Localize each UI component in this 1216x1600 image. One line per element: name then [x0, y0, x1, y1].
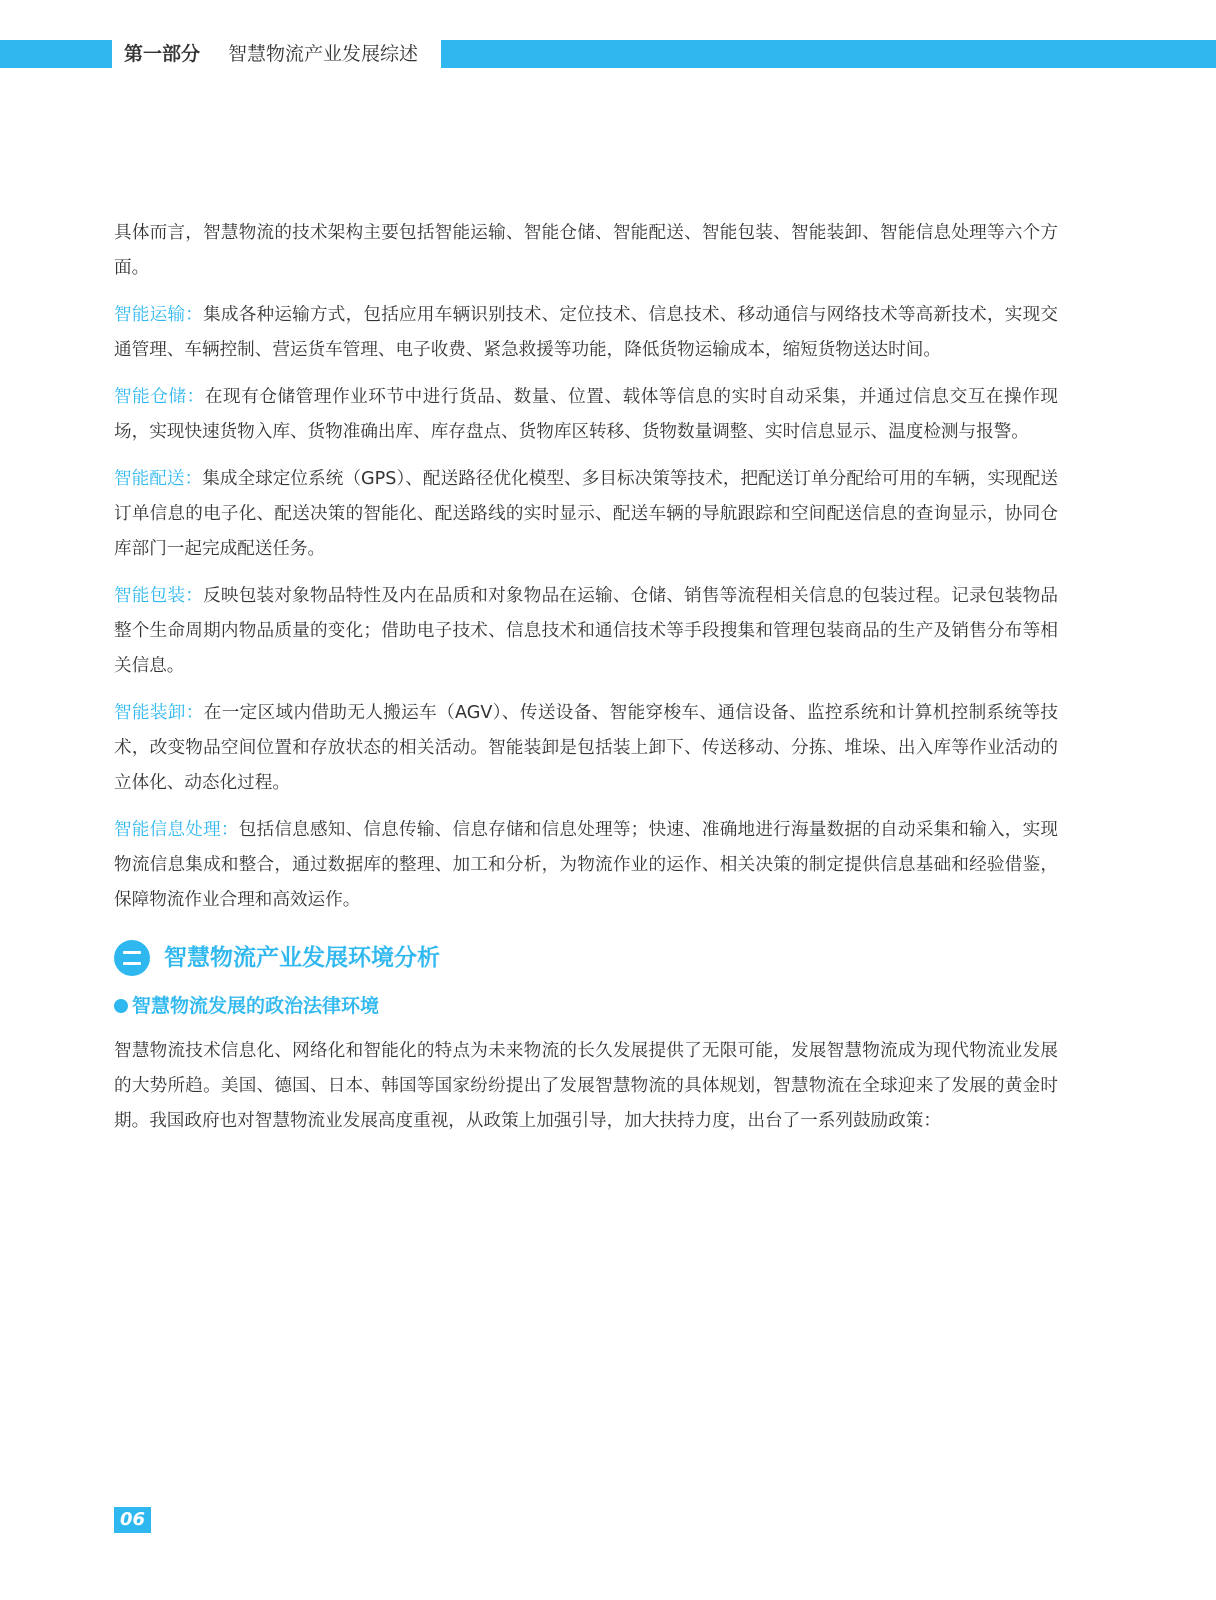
item-term: 智能配送： — [114, 469, 203, 489]
item-text: 反映包装对象物品特性及内在品质和对象物品在运输、仓储、销售等流程相关信息的包装过程。记录包装物品整个生命周期内物品质量的变化；借助电子技术、信息技术和通信技术等手段搜集和管理包装商品的生产及销售分布等相关信息。 — [114, 586, 1058, 676]
main-content — [114, 216, 1058, 1151]
two-icon-bar-bottom — [123, 962, 141, 965]
section-heading — [114, 934, 1058, 982]
item-paragraph — [114, 462, 1058, 567]
item-text: 包括信息感知、信息传输、信息存储和信息处理等；快速、准确地进行海量数据的自动采集和输入，实现物流信息集成和整合，通过数据库的整理、加工和分析，为物流作业的运作、相关决策的制定提供信息基础和经验借鉴，保障物流作业合理和高效运作。 — [114, 820, 1058, 910]
header-bar — [0, 40, 1216, 68]
two-icon — [114, 940, 150, 976]
intro-paragraph: 具体而言，智慧物流的技术架构主要包括智能运输、智能仓储、智能配送、智能包装、智能装卸、智能信息处理等六个方面。 — [114, 223, 1058, 278]
header-part-label: 第一部分 — [124, 43, 201, 65]
item-term: 智能包装： — [114, 586, 204, 606]
subsection-heading — [114, 988, 1058, 1024]
item-paragraph — [114, 813, 1058, 918]
item-text: 在一定区域内借助无人搬运车（AGV）、传送设备、智能穿梭车、通信设备、监控系统和计算机控制系统等技术，改变物品空间位置和存放状态的相关活动。智能装卸是包括装上卸下、传送移动、分拣、堆垛、出入库等作业活动的立体化、动态化过程。 — [114, 703, 1058, 793]
header-title: 智慧物流产业发展综述 — [228, 43, 419, 65]
header-accent-right — [441, 40, 1216, 68]
item-text: 集成全球定位系统（GPS）、配送路径优化模型、多目标决策等技术，把配送订单分配给可用的车辆，实现配送订单信息的电子化、配送决策的智能化、配送路线的实时显示、配送车辆的导航跟踪和空间配送信息的查询显示，协同仓库部门一起完成配送任务。 — [114, 469, 1058, 559]
section-title: 智慧物流产业发展环境分析 — [164, 944, 440, 971]
item-paragraph — [114, 579, 1058, 684]
bullet-dot-icon — [114, 999, 128, 1013]
page-number: 06 — [114, 1507, 151, 1533]
item-paragraph — [114, 298, 1058, 368]
subsection-title: 智慧物流发展的政治法律环境 — [132, 994, 380, 1017]
item-term: 智能装卸： — [114, 703, 204, 723]
item-paragraph — [114, 380, 1058, 450]
two-icon-bar-top — [123, 951, 141, 954]
item-text: 集成各种运输方式，包括应用车辆识别技术、定位技术、信息技术、移动通信与网络技术等高新技术，实现交通管理、车辆控制、营运货车管理、电子收费、紧急救援等功能，降低货物运输成本，缩短货物送达时间。 — [114, 305, 1058, 360]
header-accent-left — [0, 40, 112, 68]
item-term: 智能仓储： — [114, 387, 205, 407]
item-term: 智能信息处理： — [114, 820, 239, 840]
item-paragraph — [114, 696, 1058, 801]
body-paragraph: 智慧物流技术信息化、网络化和智能化的特点为未来物流的长久发展提供了无限可能，发展智慧物流成为现代物流业发展的大势所趋。美国、德国、日本、韩国等国家纷纷提出了发展智慧物流的具体规划，智慧物流在全球迎来了发展的黄金时期。我国政府也对智慧物流业发展高度重视，从政策上加强引导，加大扶持力度，出台了一系列鼓励政策： — [114, 1041, 1058, 1131]
item-term: 智能运输： — [114, 305, 204, 325]
item-text: 在现有仓储管理作业环节中进行货品、数量、位置、载体等信息的实时自动采集，并通过信息交互在操作现场，实现快速货物入库、货物准确出库、库存盘点、货物库区转移、货物数量调整、实时信息显示、温度检测与报警。 — [114, 387, 1058, 442]
